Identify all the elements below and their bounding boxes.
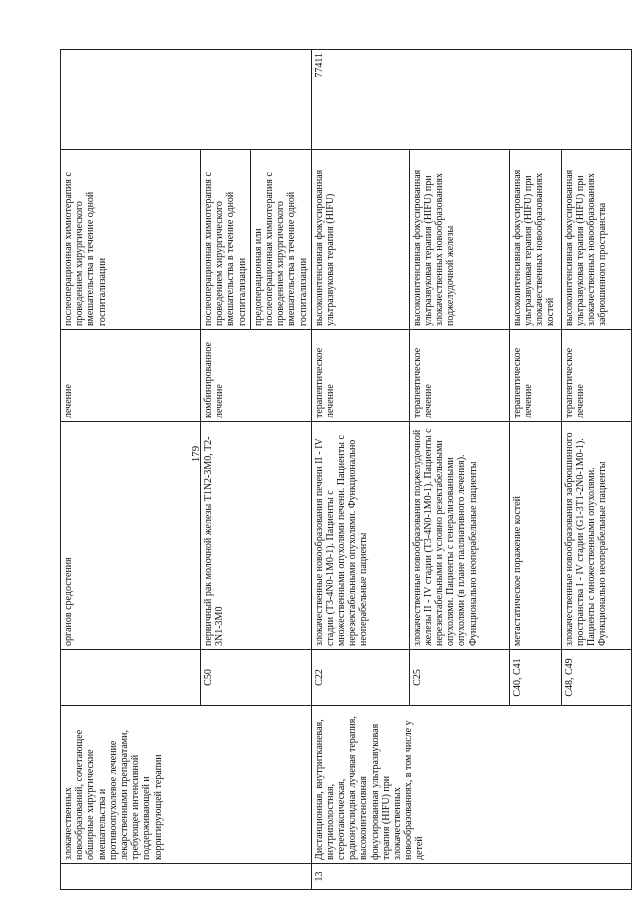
- method-details-cell: [409, 150, 509, 330]
- detail-row: [410, 150, 459, 329]
- icd-code-cell: C40, C41: [509, 650, 561, 706]
- detail-row: [562, 150, 611, 329]
- treatment-type-cell: терапевтическое лечение: [311, 330, 409, 422]
- detail-text: послеоперационная химиотерапия с проведением хирургического вмешательства в течение одной госпитализации: [63, 172, 108, 326]
- method-details-cell: [561, 150, 631, 330]
- detail-text: предоперационная или послеоперационная химиотерапия с проведением хирургического вмешательства в течение одной госпитализации: [252, 172, 309, 326]
- side-cell: [61, 50, 312, 150]
- detail-text: послеоперационная химиотерапия с проведением хирургического вмешательства в течение одной госпитализации: [201, 150, 250, 329]
- icd-code-cell: [61, 650, 201, 706]
- details-list: [410, 150, 459, 329]
- rotated-table-wrapper: [60, 50, 640, 882]
- detail-row: [312, 150, 338, 329]
- method-details-cell: [509, 150, 561, 330]
- details-list: [562, 150, 611, 329]
- diagnosis-cell: злокачественные новообразования печени II - IV стадии (T3-4N0-1M0-1). Пациенты с множественными опухолями печени. Пациенты с нерезектабельными опухолями. Функционально неоперабельные пациенты: [311, 422, 409, 650]
- diagnosis-cell: органов средостения: [61, 422, 201, 650]
- diagnosis-cell: первичный рак молочной железы T1N2-3M0, T2-3N1-3M0: [201, 422, 312, 650]
- details-list: [312, 150, 338, 329]
- side-code-cell: 77411: [311, 50, 631, 150]
- icd-code-cell: C50: [201, 650, 312, 706]
- detail-text: высокоинтенсивная фокусированная ультразвуковая терапия (HIFU) при злокачественных новообразованиях поджелудочной железы: [411, 169, 457, 326]
- detail-text: высокоинтенсивная фокусированная ультразвуковая терапия (HIFU): [313, 169, 336, 326]
- treatment-type-cell: терапевтическое лечение: [409, 330, 509, 422]
- icd-code-cell: C22: [311, 650, 409, 706]
- diagnosis-cell: злокачественные новообразования забрюшинного пространства I - IV стадии (G1-3T1-2N0-1M0-1). Пациенты с множественными опухолями. Функционально неоперабельные пациенты: [561, 422, 631, 650]
- row-number: [61, 864, 312, 890]
- table-row: [61, 50, 201, 890]
- diagnosis-cell: метастатическое поражение костей: [509, 422, 561, 650]
- detail-row: [201, 150, 250, 329]
- page-number: 179: [190, 445, 202, 463]
- method-details-cell: [201, 150, 312, 330]
- treatment-type-cell: комбинированное лечение: [201, 330, 312, 422]
- treatment-type-cell: терапевтическое лечение: [509, 330, 561, 422]
- table-row: [311, 50, 409, 890]
- row-number: 13: [311, 864, 631, 890]
- method-details-cell: [61, 150, 201, 330]
- detail-text: высокоинтенсивная фокусированная ультразвуковая терапия (HIFU) при злокачественных новообразованиях забрюшинного пространства: [563, 169, 609, 326]
- icd-code-cell: C48, C49: [561, 650, 631, 706]
- detail-row: [61, 150, 110, 329]
- details-list: [510, 150, 559, 329]
- detail-row: [510, 150, 559, 329]
- details-list: [201, 150, 311, 329]
- icd-code-cell: C25: [409, 650, 509, 706]
- method-cell: злокачественных новообразований, сочетающее обширные хирургические вмешательства и противоопухолевое лечение лекарственными препаратами, требующее интенсивной поддерживающей и корригирующей терапии: [61, 706, 312, 864]
- treatment-table: [60, 49, 632, 890]
- detail-row: [250, 150, 310, 329]
- treatment-type-cell: терапевтическое лечение: [561, 330, 631, 422]
- diagnosis-cell: злокачественные новообразования поджелудочной железы II - IV стадии (T3-4N0-1M0-1). Пациенты с нерезектабельными и условно резектабельными опухолями. Пациенты с генерализованными опухолями (в плане паллиативного лечения). Функционально неоперабельные пациенты: [409, 422, 509, 650]
- method-cell: Дистанционная, внутритканевая, внутриполостная, стереотаксическая, радионуклидная лучевая терапия, высокоинтенсивная фокусированная ультразвуковая терапия (HIFU) при злокачественных новообразованиях, в том числе у детей: [311, 706, 631, 864]
- method-details-cell: [311, 150, 409, 330]
- details-list: [61, 150, 110, 329]
- treatment-type-cell: лечение: [61, 330, 201, 422]
- detail-text: высокоинтенсивная фокусированная ультразвуковая терапия (HIFU) при злокачественных новообразованиях костей: [511, 169, 557, 326]
